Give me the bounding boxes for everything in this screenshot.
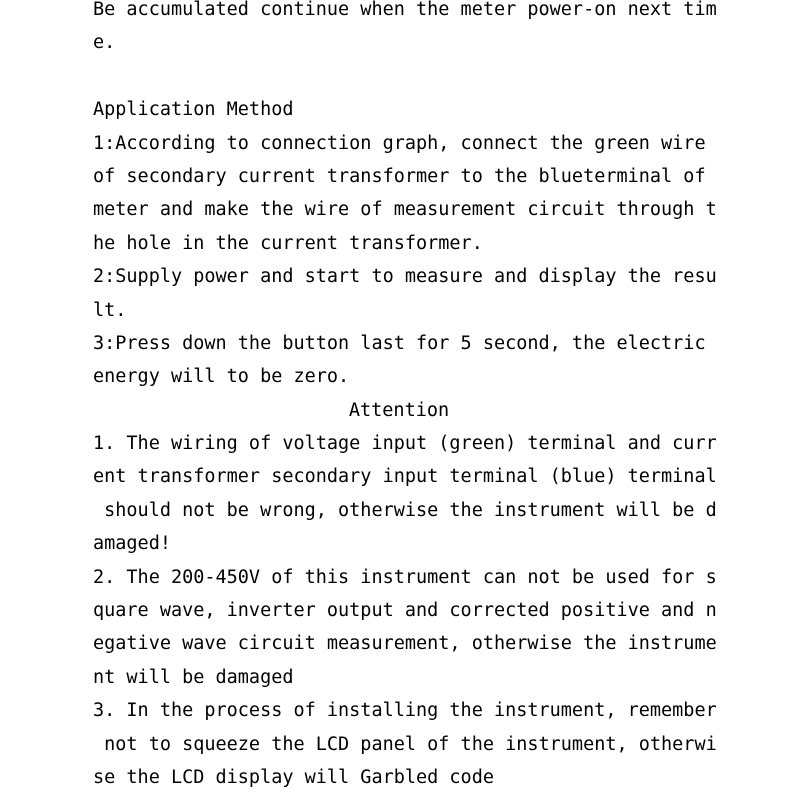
application-line: lt.: [93, 299, 127, 321]
attention-line: quare wave, inverter output and corrected positive and n: [93, 600, 717, 622]
application-line: he hole in the current transformer.: [93, 232, 483, 254]
application-line: 3:Press down the button last for 5 second, the electric: [93, 332, 706, 354]
intro-line-1: Be accumulated continue when the meter power-on next tim: [93, 0, 717, 20]
attention-line: ent transformer secondary input terminal (blue) terminal: [93, 466, 717, 488]
application-heading: Application Method: [93, 99, 294, 121]
application-line: 1:According to connection graph, connect the green wire: [93, 132, 706, 154]
attention-heading: Attention: [348, 399, 450, 421]
attention-line: egative wave circuit measurement, otherwise the instrume: [93, 633, 717, 655]
attention-line: should not be wrong, otherwise the instrument will be d: [93, 499, 717, 521]
attention-line: amaged!: [93, 533, 171, 555]
attention-line: 3. In the process of installing the instrument, remember: [93, 700, 717, 722]
attention-line: se the LCD display will Garbled code: [93, 766, 494, 788]
intro-line-2: e.: [93, 32, 116, 54]
attention-line: 2. The 200-450V of this instrument can not be used for s: [93, 566, 717, 588]
application-line: 2:Supply power and start to measure and display the resu: [93, 266, 717, 288]
spacer: [93, 60, 733, 93]
attention-line: nt will be damaged: [93, 666, 294, 688]
application-line: energy will to be zero.: [93, 366, 350, 388]
document-page: [93, 0, 733, 794]
attention-line: not to squeeze the LCD panel of the instrument, otherwi: [93, 733, 717, 755]
attention-line: 1. The wiring of voltage input (green) terminal and curr: [93, 433, 717, 455]
application-line: meter and make the wire of measurement circuit through t: [93, 199, 717, 221]
application-line: of secondary current transformer to the blueterminal of: [93, 165, 706, 187]
